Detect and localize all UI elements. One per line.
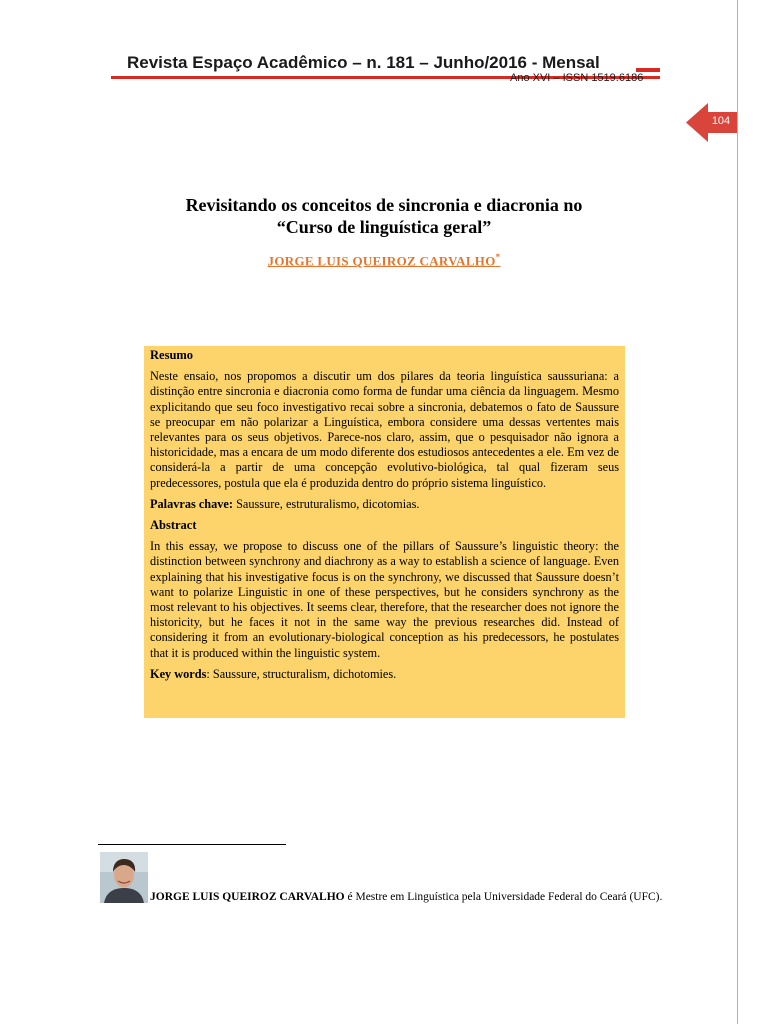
footnote-text: é Mestre em Linguística pela Universidade Federal do Ceará (UFC). bbox=[344, 891, 663, 903]
abstract-text: In this essay, we propose to discuss one of the pillars of Saussure’s linguistic theory: the distinction between synchrony and diachrony as a way to establish a science of language. Even explaining that his investigative focus is on the synchrony, we discussed that Saussure doesn’t want to polarize Linguistic in one of these perspectives, but he considers synchrony as the most relevant to his objectives. It seems clear, therefore, that the researcher does not ignore the historicity, but he faces it not in the same way the previous researches did. Instead of considering it from an evolutionary-biological conception as his predecessors, he postulates that it is produced within the linguistic system. bbox=[150, 539, 619, 660]
page-margin-rule bbox=[737, 0, 738, 1024]
palavras-chave-label: Palavras chave: bbox=[150, 496, 233, 511]
keywords-text: : Saussure, structuralism, dichotomies. bbox=[206, 666, 397, 681]
author-name[interactable] bbox=[130, 252, 638, 269]
abstract-heading: Abstract bbox=[150, 518, 197, 533]
author-name-text[interactable]: JORGE LUIS QUEIROZ CARVALHO bbox=[267, 253, 496, 269]
article-title-line-1: Revisitando os conceitos de sincronia e diacronia no bbox=[185, 195, 583, 215]
journal-subtitle: Ano XVI – ISSN 1519.6186 bbox=[510, 72, 644, 84]
resumo-heading: Resumo bbox=[150, 348, 194, 362]
journal-title: Revista Espaço Acadêmico – n. 181 – Junho/2016 - Mensal bbox=[127, 53, 600, 72]
abstract-box bbox=[144, 346, 625, 718]
resumo-text: Neste ensaio, nos propomos a discutir um dos pilares da teoria linguística saussuriana: a distinção entre sincronia e diacronia como forma de fundar uma ciência da linguagem. Mesmo explicitando que seu foco investigativo recai sobre a sincronia, debatemos o fato de Saussure se preocupar em não polarizar a Linguística, embora considere uma dessas vertentes mais relevantes para os seus objetivos. Parece-nos claro, assim, que o pesquisador não ignora a historicidade, mas a encara de um modo diferente dos estudiosos antecedentes a ele. Em vez de considerá-la a partir de uma concepção evolutivo-biológica, tal qual fizeram seus predecessores, postula que ela é produzida dentro do próprio sistema linguístico. bbox=[150, 369, 619, 490]
author-footnote-marker[interactable]: * bbox=[495, 252, 501, 262]
article-title bbox=[130, 194, 638, 238]
palavras-chave-text: Saussure, estruturalismo, dicotomias. bbox=[236, 496, 420, 511]
page-number: 104 bbox=[711, 115, 731, 127]
keywords bbox=[150, 667, 619, 682]
page-number-tab bbox=[686, 103, 737, 142]
author-footnote bbox=[98, 890, 673, 905]
footnote-author-name: JORGE LUIS QUEIROZ CARVALHO bbox=[150, 891, 345, 903]
keywords-label: Key words bbox=[150, 666, 207, 681]
footnote-separator bbox=[98, 844, 286, 845]
article-title-line-2: “Curso de linguística geral” bbox=[276, 217, 492, 237]
palavras-chave bbox=[150, 497, 619, 512]
